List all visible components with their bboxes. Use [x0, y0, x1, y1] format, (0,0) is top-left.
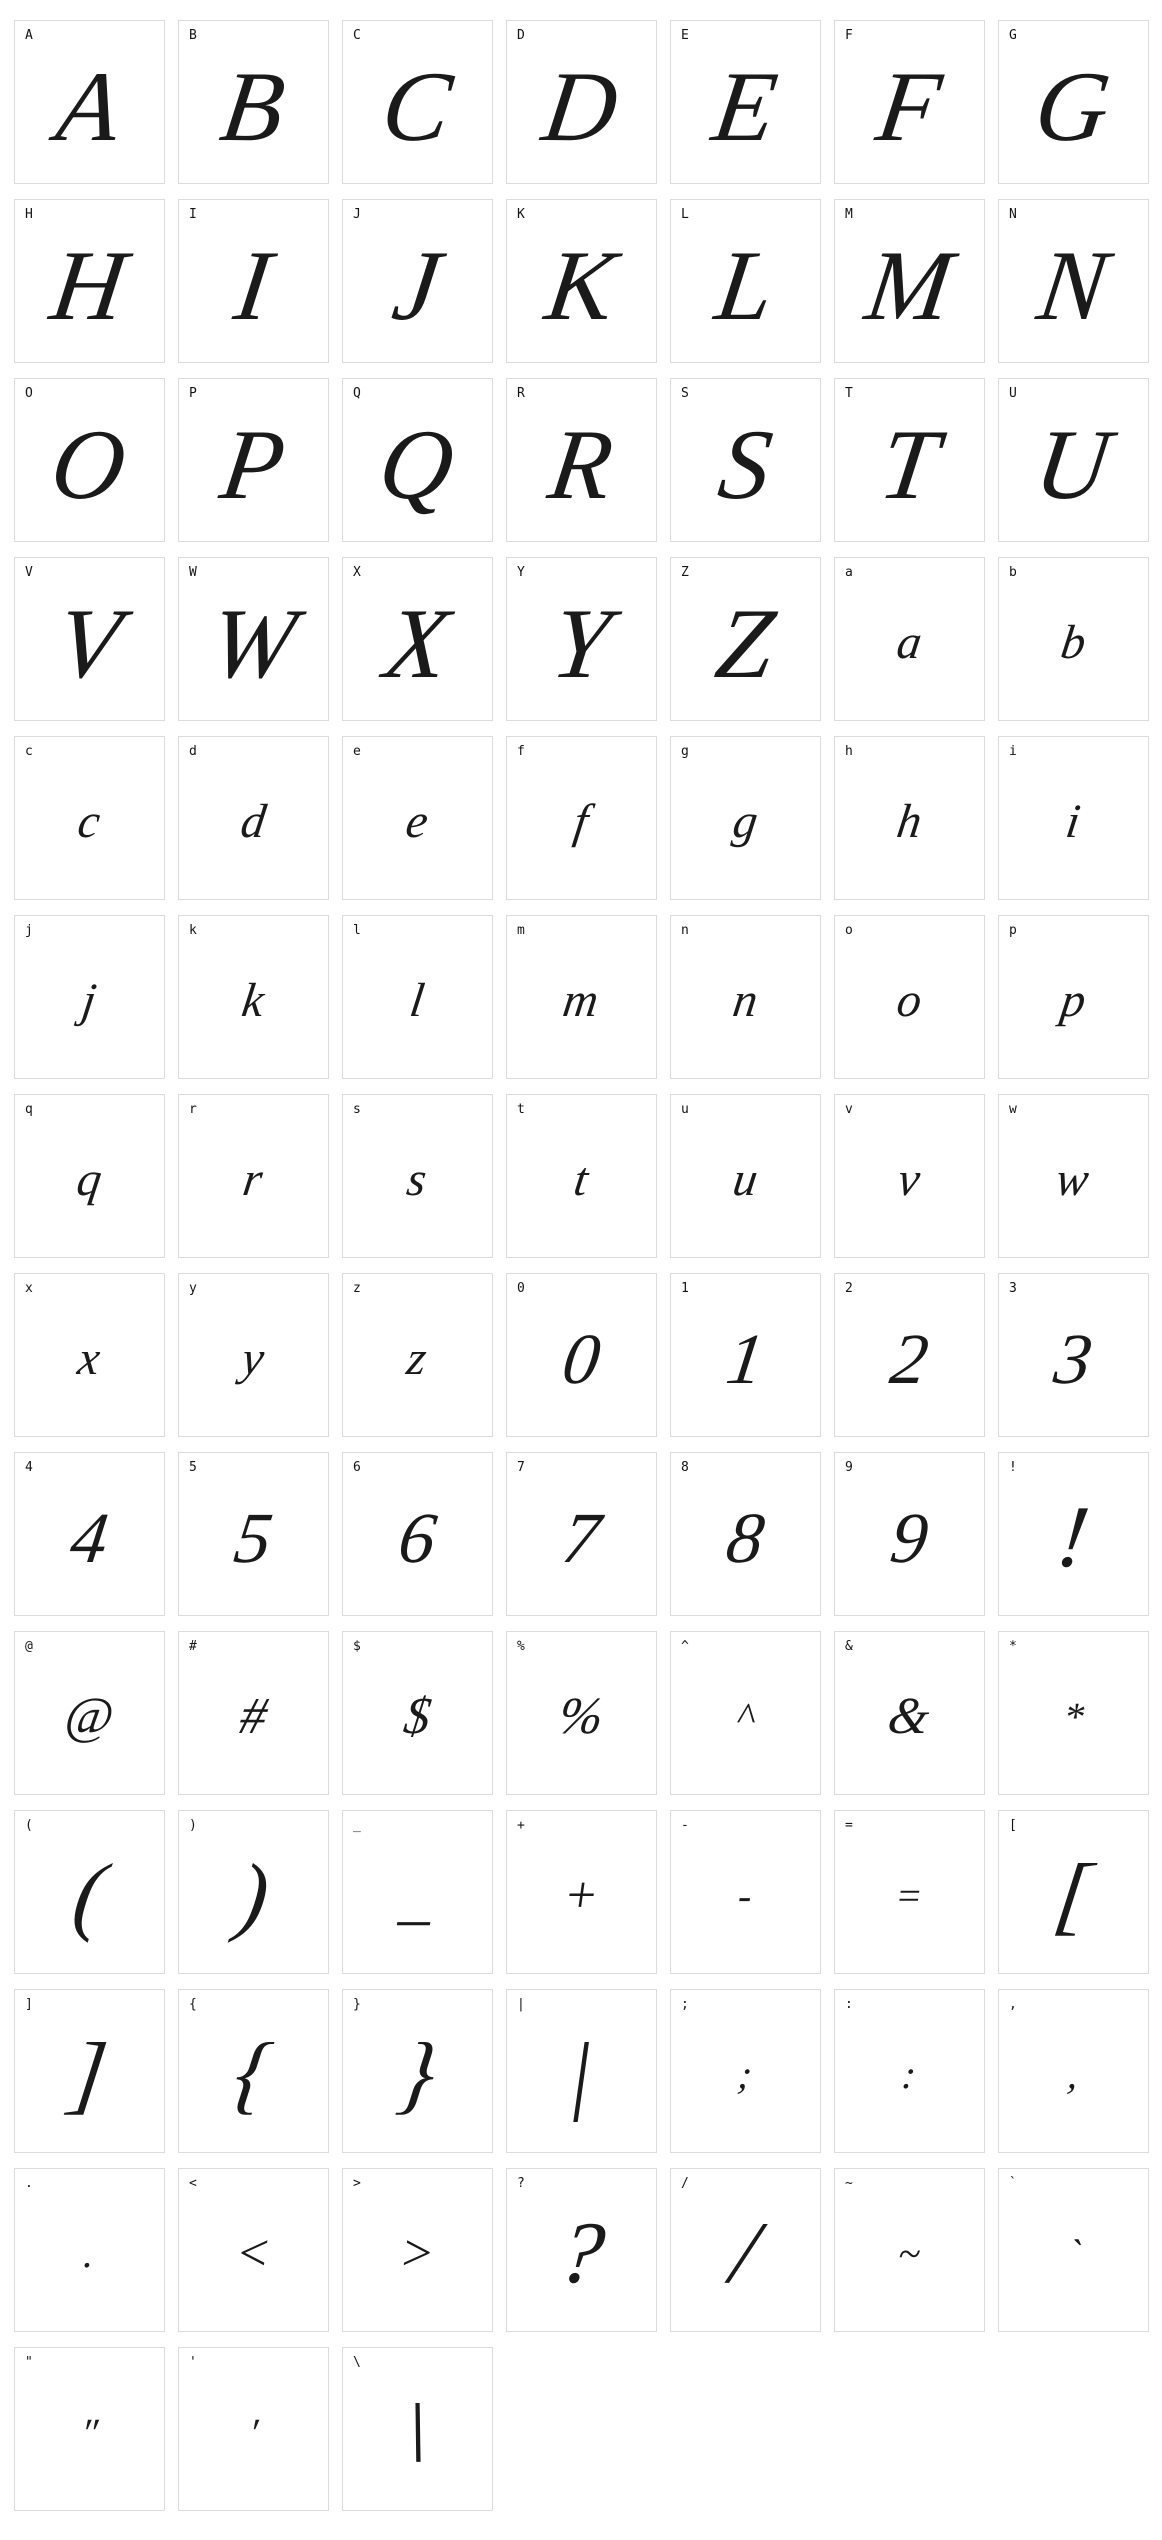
glyph-cell — [834, 2168, 985, 2332]
glyph-cell — [506, 1810, 657, 1974]
glyph-cell-label: y — [189, 1281, 197, 1296]
glyph-cell-label: 4 — [25, 1460, 33, 1475]
glyph-cell — [178, 2168, 329, 2332]
glyph-cell-label: V — [25, 565, 33, 580]
glyph-rendering: > — [395, 2225, 439, 2283]
glyph-cell-label: * — [1009, 1639, 1017, 1654]
glyph-cell — [14, 1273, 165, 1437]
glyph-cell-label: Q — [353, 386, 361, 401]
glyph-cell-label: 9 — [845, 1460, 853, 1475]
glyph-rendering: % — [555, 1688, 607, 1746]
glyph-cell — [14, 1631, 165, 1795]
glyph-rendering: z — [403, 1332, 431, 1386]
glyph-cell-label: K — [517, 207, 525, 222]
glyph-cell-label: C — [353, 28, 361, 43]
glyph-rendering: _ — [396, 1859, 439, 1931]
glyph-cell — [178, 736, 329, 900]
glyph-cell-label: 2 — [845, 1281, 853, 1296]
glyph-cell-label: ; — [681, 1997, 689, 2012]
glyph-cell-label: e — [353, 744, 361, 759]
glyph-cell — [178, 557, 329, 721]
glyph-rendering: ) — [231, 1847, 275, 1945]
glyph-cell — [834, 736, 985, 900]
glyph-cell-label: F — [845, 28, 853, 43]
glyph-rendering: o — [893, 974, 925, 1028]
glyph-rendering: ' — [245, 2410, 261, 2455]
glyph-rendering: X — [378, 587, 456, 699]
glyph-rendering: Q — [373, 408, 461, 520]
glyph-cell — [998, 1452, 1149, 1616]
glyph-cell — [14, 557, 165, 721]
glyph-cell-label: - — [681, 1818, 689, 1833]
glyph-rendering: A — [50, 50, 128, 162]
glyph-cell-label: x — [25, 1281, 33, 1296]
glyph-cell-label: ! — [1009, 1460, 1017, 1475]
glyph-cell-label: = — [845, 1818, 853, 1833]
glyph-rendering: i — [1062, 795, 1084, 849]
glyph-rendering: g — [729, 795, 761, 849]
glyph-cell — [14, 1452, 165, 1616]
glyph-rendering: + — [559, 1867, 603, 1925]
glyph-cell — [342, 199, 493, 363]
glyph-cell-label: d — [189, 744, 197, 759]
glyph-cell-label: r — [189, 1102, 197, 1117]
glyph-cell — [342, 20, 493, 184]
glyph-cell — [506, 2168, 657, 2332]
glyph-cell-label: n — [681, 923, 689, 938]
glyph-rendering: 8 — [721, 1497, 769, 1578]
glyph-cell — [834, 1452, 985, 1616]
glyph-cell-label: h — [845, 744, 853, 759]
glyph-cell-label: u — [681, 1102, 689, 1117]
glyph-cell-label: } — [353, 1997, 361, 2012]
glyph-cell — [998, 557, 1149, 721]
glyph-cell — [342, 1989, 493, 2153]
glyph-cell — [342, 1452, 493, 1616]
glyph-rendering: N — [1031, 229, 1115, 341]
glyph-rendering: & — [884, 1688, 934, 1746]
glyph-rendering: } — [392, 2026, 442, 2124]
glyph-cell-label: { — [189, 1997, 197, 2012]
glyph-rendering: ` — [1063, 2231, 1083, 2276]
glyph-cell-label: w — [1009, 1102, 1017, 1117]
glyph-cell-label: Y — [517, 565, 525, 580]
glyph-rendering: ] — [65, 2026, 113, 2124]
glyph-rendering: $ — [399, 1688, 434, 1746]
glyph-cell-label: R — [517, 386, 525, 401]
glyph-cell — [342, 2168, 493, 2332]
glyph-cell — [998, 2168, 1149, 2332]
glyph-rendering: ; — [735, 2052, 755, 2097]
glyph-rendering: . — [80, 2231, 98, 2276]
glyph-rendering: Y — [545, 587, 617, 699]
glyph-cell — [14, 20, 165, 184]
glyph-cell-label: + — [517, 1818, 525, 1833]
glyph-cell-label: E — [681, 28, 689, 43]
glyph-rendering: U — [1029, 408, 1117, 520]
glyph-cell — [14, 378, 165, 542]
glyph-rendering: l — [406, 974, 428, 1028]
glyph-cell-label: , — [1009, 1997, 1017, 2012]
glyph-cell-label: . — [25, 2176, 33, 2191]
glyph-cell-label: [ — [1009, 1818, 1017, 1833]
glyph-cell — [506, 557, 657, 721]
glyph-cell-label: X — [353, 565, 361, 580]
glyph-cell — [14, 1989, 165, 2153]
glyph-rendering: L — [709, 229, 781, 341]
glyph-cell-label: g — [681, 744, 689, 759]
glyph-cell — [506, 1989, 657, 2153]
glyph-cell — [506, 378, 657, 542]
glyph-cell-label: / — [681, 2176, 689, 2191]
glyph-cell-label: _ — [353, 1818, 361, 1833]
glyph-cell-label: @ — [25, 1639, 33, 1654]
glyph-cell-label: \ — [353, 2355, 361, 2370]
glyph-cell — [178, 1810, 329, 1974]
glyph-rendering: M — [859, 229, 959, 341]
glyph-cell-label: i — [1009, 744, 1017, 759]
glyph-rendering: e — [402, 795, 432, 849]
glyph-cell — [14, 736, 165, 900]
glyph-rendering: P — [214, 408, 292, 520]
glyph-cell-label: W — [189, 565, 197, 580]
glyph-cell-label: $ — [353, 1639, 361, 1654]
glyph-cell — [834, 1810, 985, 1974]
glyph-cell — [342, 2347, 493, 2511]
glyph-rendering: 9 — [885, 1497, 933, 1578]
glyph-cell — [834, 378, 985, 542]
glyph-rendering: C — [375, 50, 459, 162]
glyph-rendering: b — [1057, 616, 1089, 670]
glyph-rendering: K — [539, 229, 623, 341]
glyph-cell — [998, 20, 1149, 184]
glyph-cell-label: v — [845, 1102, 853, 1117]
glyph-rendering: [ — [1049, 1847, 1097, 1945]
glyph-cell — [998, 736, 1149, 900]
glyph-cell — [178, 1094, 329, 1258]
glyph-rendering: j — [78, 974, 100, 1028]
glyph-rendering: 4 — [65, 1497, 113, 1578]
glyph-cell-label: Z — [681, 565, 689, 580]
glyph-rendering: * — [1059, 1694, 1087, 1739]
glyph-cell-label: & — [845, 1639, 853, 1654]
glyph-cell — [670, 378, 821, 542]
glyph-cell — [178, 199, 329, 363]
glyph-rendering: ? — [552, 2205, 610, 2303]
glyph-cell-label: o — [845, 923, 853, 938]
glyph-rendering: a — [893, 616, 925, 670]
glyph-cell-label: ? — [517, 2176, 525, 2191]
glyph-rendering: d — [237, 795, 269, 849]
glyph-cell-label: : — [845, 1997, 853, 2012]
glyph-rendering: W — [203, 587, 303, 699]
glyph-rendering: ! — [1051, 1489, 1095, 1587]
glyph-cell-label: ( — [25, 1818, 33, 1833]
glyph-cell-label: > — [353, 2176, 361, 2191]
glyph-cell — [506, 736, 657, 900]
glyph-cell — [998, 199, 1149, 363]
glyph-rendering: n — [729, 974, 761, 1028]
glyph-cell — [506, 20, 657, 184]
glyph-cell-label: a — [845, 565, 853, 580]
glyph-cell — [998, 1273, 1149, 1437]
glyph-cell — [834, 557, 985, 721]
glyph-rendering: x — [74, 1332, 104, 1386]
glyph-cell-label: q — [25, 1102, 33, 1117]
glyph-rendering: s — [403, 1153, 431, 1207]
glyph-rendering: 3 — [1049, 1318, 1097, 1399]
glyph-cell — [178, 378, 329, 542]
glyph-cell — [834, 1989, 985, 2153]
glyph-cell-label: z — [353, 1281, 361, 1296]
glyph-cell — [834, 1094, 985, 1258]
glyph-cell-label: G — [1009, 28, 1017, 43]
glyph-rendering: F — [870, 50, 948, 162]
glyph-rendering: r — [239, 1153, 267, 1207]
glyph-cell — [834, 1273, 985, 1437]
glyph-rendering: c — [74, 795, 104, 849]
glyph-cell-label: H — [25, 207, 33, 222]
glyph-cell — [998, 1631, 1149, 1795]
glyph-cell — [998, 1989, 1149, 2153]
glyph-rendering: S — [712, 408, 778, 520]
glyph-cell-label: " — [25, 2355, 33, 2370]
glyph-cell-label: b — [1009, 565, 1017, 580]
glyph-cell-label: P — [189, 386, 197, 401]
glyph-cell-label: L — [681, 207, 689, 222]
glyph-rendering: 1 — [721, 1318, 769, 1399]
glyph-cell — [14, 2168, 165, 2332]
glyph-rendering: - — [735, 1873, 755, 1918]
glyph-cell — [834, 915, 985, 1079]
glyph-rendering: 0 — [557, 1318, 605, 1399]
glyph-cell — [670, 1631, 821, 1795]
glyph-cell — [670, 1452, 821, 1616]
glyph-cell-label: T — [845, 386, 853, 401]
glyph-cell-label: I — [189, 207, 197, 222]
glyph-cell-label: c — [25, 744, 33, 759]
glyph-cell-label: 8 — [681, 1460, 689, 1475]
glyph-rendering: k — [238, 974, 268, 1028]
glyph-cell-label: t — [517, 1102, 525, 1117]
glyph-rendering: | — [562, 2026, 600, 2124]
glyph-cell — [834, 1631, 985, 1795]
glyph-rendering: 2 — [885, 1318, 933, 1399]
glyph-rendering: f — [570, 795, 592, 849]
glyph-rendering: u — [729, 1153, 761, 1207]
glyph-cell — [506, 1273, 657, 1437]
glyph-cell — [834, 20, 985, 184]
glyph-rendering: 7 — [557, 1497, 605, 1578]
glyph-cell — [14, 2347, 165, 2511]
glyph-cell — [506, 1094, 657, 1258]
glyph-cell — [178, 915, 329, 1079]
glyph-cell-label: ~ — [845, 2176, 853, 2191]
glyph-cell — [670, 736, 821, 900]
glyph-rendering: " — [77, 2410, 101, 2455]
glyph-cell-label: O — [25, 386, 33, 401]
glyph-rendering: # — [235, 1688, 270, 1746]
glyph-cell-label: k — [189, 923, 197, 938]
glyph-cell-label: A — [25, 28, 33, 43]
glyph-cell-label: % — [517, 1639, 525, 1654]
glyph-cell-label: f — [517, 744, 525, 759]
glyph-cell — [14, 199, 165, 363]
glyph-cell — [342, 1094, 493, 1258]
glyph-cell-label: 0 — [517, 1281, 525, 1296]
glyph-cell — [670, 1810, 821, 1974]
glyph-cell-label: 1 — [681, 1281, 689, 1296]
glyph-cell — [178, 1273, 329, 1437]
glyph-cell — [14, 915, 165, 1079]
glyph-cell — [178, 20, 329, 184]
glyph-cell — [670, 1989, 821, 2153]
glyph-rendering: O — [45, 408, 133, 520]
glyph-cell-label: 3 — [1009, 1281, 1017, 1296]
glyph-cell-label: < — [189, 2176, 197, 2191]
glyph-cell — [342, 1631, 493, 1795]
glyph-cell — [342, 557, 493, 721]
glyph-cell — [342, 378, 493, 542]
glyph-cell-label: M — [845, 207, 853, 222]
glyph-rendering: \ — [397, 2384, 437, 2482]
glyph-cell — [342, 1810, 493, 1974]
glyph-rendering: p — [1057, 974, 1089, 1028]
glyph-rendering: < — [231, 2225, 275, 2283]
glyph-cell — [178, 2347, 329, 2511]
glyph-rendering: T — [873, 408, 945, 520]
glyph-cell — [178, 1631, 329, 1795]
glyph-rendering: m — [559, 974, 603, 1028]
glyph-cell-label: N — [1009, 207, 1017, 222]
glyph-rendering: q — [73, 1153, 105, 1207]
glyph-rendering: G — [1029, 50, 1117, 162]
glyph-cell — [998, 1094, 1149, 1258]
glyph-cell-label: J — [353, 207, 361, 222]
glyph-cell-label: ' — [189, 2355, 197, 2370]
glyph-cell-label: ^ — [681, 1639, 689, 1654]
glyph-cell-label: 6 — [353, 1460, 361, 1475]
glyph-cell-label: 5 — [189, 1460, 197, 1475]
glyph-cell-label: p — [1009, 923, 1017, 938]
glyph-cell-label: D — [517, 28, 525, 43]
glyph-cell-label: ` — [1009, 2176, 1017, 2191]
glyph-rendering: ( — [67, 1847, 111, 1945]
glyph-cell-label: U — [1009, 386, 1017, 401]
glyph-cell — [670, 2168, 821, 2332]
glyph-rendering: I — [228, 229, 278, 341]
glyph-rendering: / — [725, 2205, 765, 2303]
glyph-rendering: R — [542, 408, 620, 520]
glyph-cell — [670, 915, 821, 1079]
glyph-cell — [14, 1094, 165, 1258]
glyph-cell-label: l — [353, 923, 361, 938]
glyph-rendering: v — [894, 1153, 924, 1207]
glyph-rendering: Z — [709, 587, 781, 699]
glyph-cell-label: 7 — [517, 1460, 525, 1475]
glyph-cell-label: ) — [189, 1818, 197, 1833]
glyph-cell-label: # — [189, 1639, 197, 1654]
glyph-cell — [506, 1452, 657, 1616]
glyph-cell-label: j — [25, 923, 33, 938]
glyph-cell — [178, 1452, 329, 1616]
glyph-rendering: E — [706, 50, 784, 162]
glyph-cell — [506, 1631, 657, 1795]
glyph-rendering: : — [899, 2052, 919, 2097]
glyph-rendering: , — [1064, 2052, 1082, 2097]
glyph-cell — [670, 199, 821, 363]
glyph-cell — [670, 1273, 821, 1437]
glyph-cell — [670, 1094, 821, 1258]
glyph-rendering: ^ — [733, 1694, 757, 1739]
glyph-cell — [342, 1273, 493, 1437]
glyph-rendering: w — [1053, 1153, 1093, 1207]
glyph-cell-label: B — [189, 28, 197, 43]
glyph-cell — [998, 915, 1149, 1079]
glyph-rendering: @ — [61, 1688, 117, 1746]
glyph-rendering: 5 — [229, 1497, 277, 1578]
glyph-rendering: V — [50, 587, 128, 699]
glyph-cell — [342, 736, 493, 900]
glyph-cell — [998, 378, 1149, 542]
glyph-rendering: { — [228, 2026, 278, 2124]
glyph-cell-label: S — [681, 386, 689, 401]
glyph-cell-label: ] — [25, 1997, 33, 2012]
glyph-rendering: H — [45, 229, 133, 341]
glyph-rendering: ~ — [895, 2231, 923, 2276]
glyph-rendering: y — [238, 1332, 268, 1386]
glyph-rendering: 6 — [393, 1497, 441, 1578]
glyph-rendering: h — [893, 795, 925, 849]
glyph-cell — [342, 915, 493, 1079]
glyph-cell — [998, 1810, 1149, 1974]
glyph-cell — [506, 199, 657, 363]
glyph-rendering: D — [537, 50, 625, 162]
glyph-rendering: B — [214, 50, 292, 162]
glyph-cell — [14, 1810, 165, 1974]
glyph-cell — [178, 1989, 329, 2153]
glyph-rendering: = — [892, 1873, 926, 1918]
glyph-cell — [670, 557, 821, 721]
glyph-cell — [506, 915, 657, 1079]
glyph-cell — [834, 199, 985, 363]
glyph-rendering: t — [570, 1153, 592, 1207]
glyph-rendering: J — [386, 229, 447, 341]
glyph-cell-label: m — [517, 923, 525, 938]
glyph-cell — [670, 20, 821, 184]
glyph-cell-label: | — [517, 1997, 525, 2012]
glyph-cell-label: s — [353, 1102, 361, 1117]
